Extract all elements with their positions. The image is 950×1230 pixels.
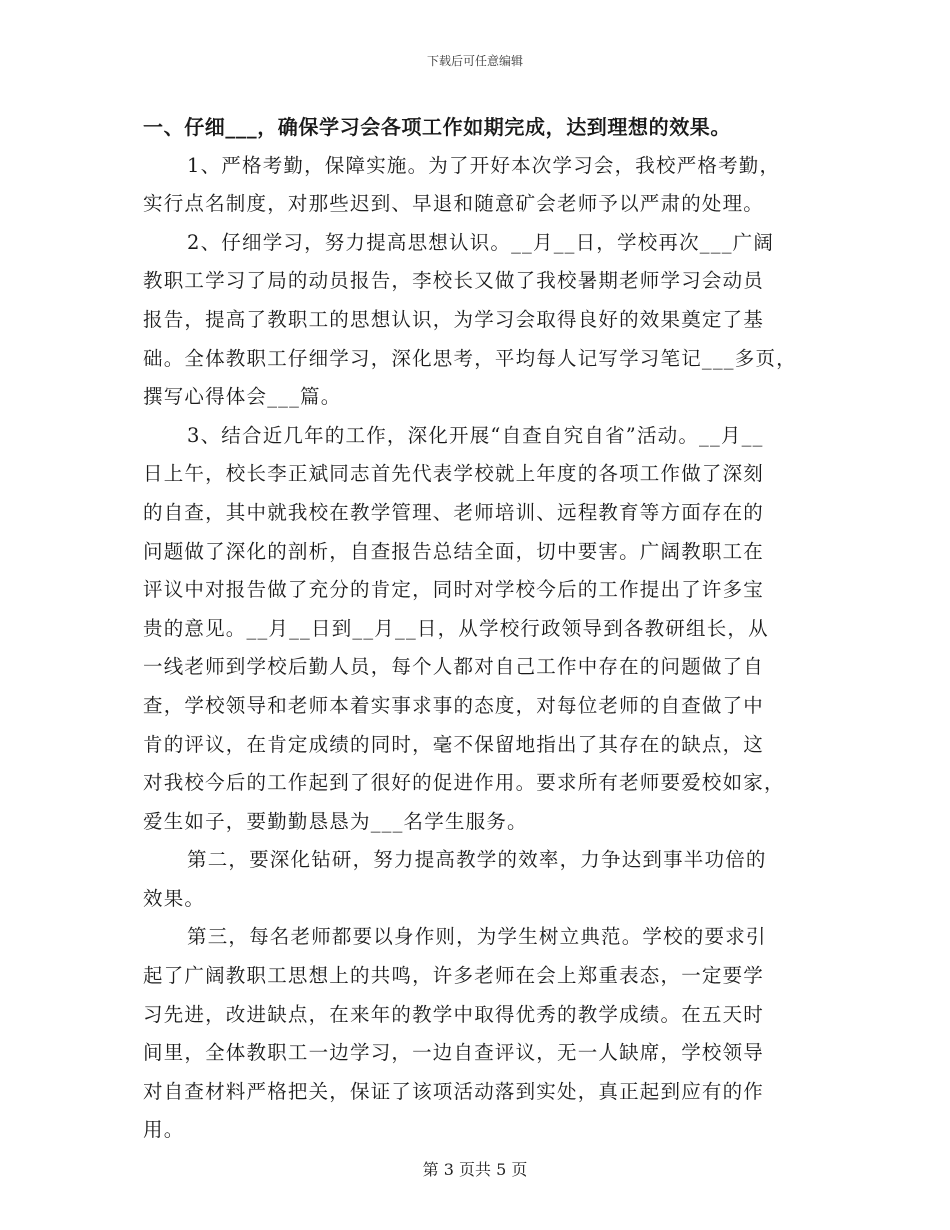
text-line: 实行点名制度，对那些迟到、早退和随意矿会老师予以严肃的处理。 — [143, 192, 765, 216]
text-line: 3、结合近几年的工作，深化开展“自查自究自省”活动。__月__ — [187, 423, 764, 447]
text-line: 报告，提高了教职工的思想认识，为学习会取得良好的效果奠定了基 — [143, 307, 765, 331]
text-line: 评议中对报告做了充分的肯定，同时对学校今后的工作提出了许多宝 — [143, 578, 765, 602]
document-body — [143, 108, 807, 1150]
text-line: 础。全体教职工仔细学习，深化思考，平均每人记写学习笔记___多页， — [143, 346, 797, 370]
text-line: 效果。 — [143, 886, 206, 910]
text-line: 的自查，其中就我校在教学管理、老师培训、远程教育等方面存在的 — [143, 500, 765, 524]
text-line: 对我校今后的工作起到了很好的促进作用。要求所有老师要爱校如家， — [143, 771, 785, 795]
text-line: 用。 — [143, 1118, 185, 1142]
page-header-note: 下载后可任意编辑 — [426, 54, 523, 68]
text-line: 起了广阔教职工思想上的共鸣，许多老师在会上郑重表态，一定要学 — [143, 964, 765, 988]
text-line: 问题做了深化的剖析，自查报告总结全面，切中要害。广阔教职工在 — [143, 539, 765, 563]
text-line: 第二，要深化钻研，努力提高教学的效率，力争达到事半功倍的 — [187, 848, 767, 872]
text-line: 第三，每名老师都要以身作则，为学生树立典范。学校的要求引 — [187, 925, 767, 949]
text-line: 对自查材料严格把关，保证了该项活动落到实处，真正起到应有的作 — [143, 1079, 765, 1103]
text-line: 撰写心得体会___篇。 — [143, 385, 342, 409]
text-line: 肯的评议，在肯定成绩的同时，毫不保留地指出了其存在的缺点，这 — [143, 732, 765, 756]
text-line: 查，学校领导和老师本着实事求事的态度，对每位老师的自查做了中 — [143, 693, 765, 717]
text-line: 间里，全体教职工一边学习，一边自查评议，无一人缺席，学校领导 — [143, 1041, 765, 1065]
text-line: 一线老师到学校后勤人员，每个人都对自己工作中存在的问题做了自 — [143, 655, 765, 679]
text-line: 1、严格考勤，保障实施。为了开好本次学习会，我校严格考勤， — [187, 153, 781, 177]
text-line: 教职工学习了局的动员报告，李校长又做了我校暑期老师学习会动员 — [143, 269, 765, 293]
text-line: 贵的意见。__月__日到__月__日，从学校行政领导到各教研组长，从 — [143, 616, 769, 640]
text-line: 2、仔细学习，努力提高思想认识。__月__日，学校再次___广阔 — [187, 230, 775, 254]
section-heading: 一、仔细___，确保学习会各项工作如期完成，达到理想的效果。 — [143, 115, 731, 139]
text-line: 习先进，改进缺点，在来年的教学中取得优秀的教学成绩。在五天时 — [143, 1002, 765, 1026]
text-line: 日上午，校长李正斌同志首先代表学校就上年度的各项工作做了深刻 — [143, 462, 765, 486]
text-line: 爱生如子，要勤勤恳恳为___名学生服务。 — [143, 809, 528, 833]
page-footer: 第 3 页共 5 页 — [422, 1160, 528, 1179]
